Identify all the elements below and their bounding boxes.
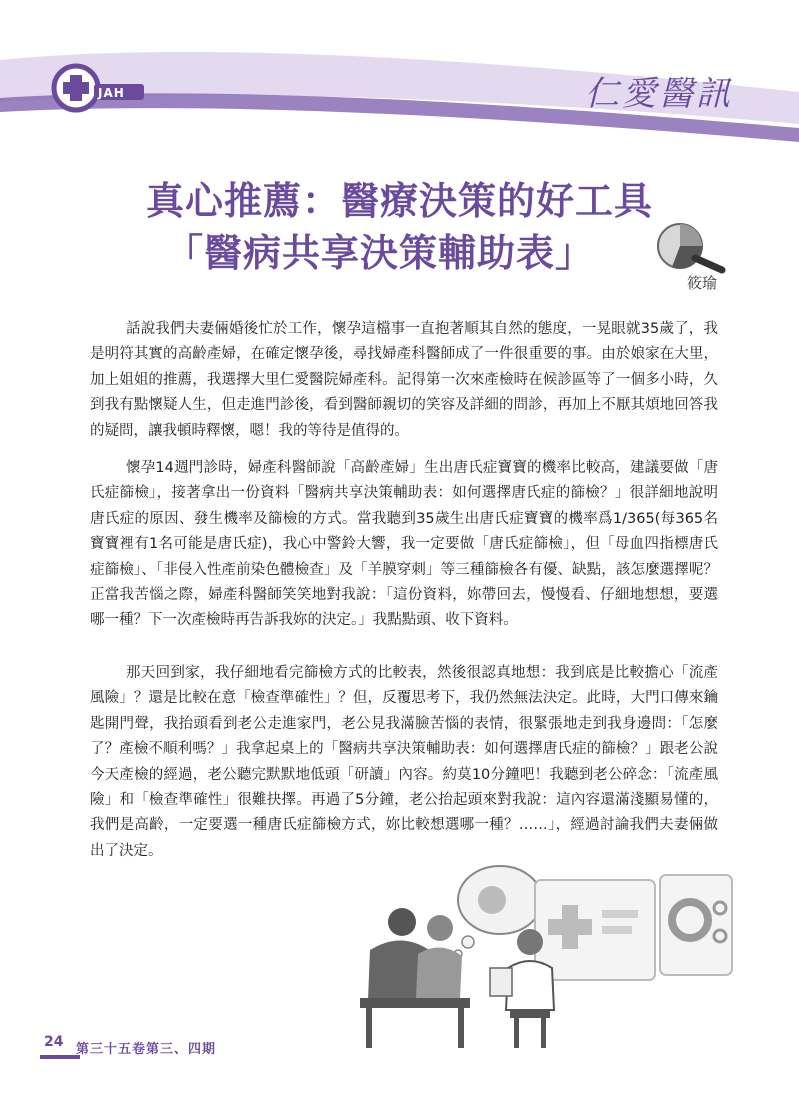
paragraph-1: 話說我們夫妻倆婚後忙於工作，懷孕這檔事一直抱著順其自然的態度，一晃眼就35歲了，我是明符其實的高齡產婦，在確定懷孕後，尋找婦產科醫師成了一件很重要的事。由於娘家在大里，加上姐姐的推薦，我選擇大里仁愛醫院婦產科。記得第一次來產檢時在候診區等了一個多小時，久到我有點懷疑人生，但走進門診後，看到醫師親切的笑容及詳細的問診，再加上不厭其煩地回答我的疑問，讓我頓時釋懷，嗯！我的等待是值得的。 <box>90 321 718 439</box>
page-number: 24 <box>44 1034 64 1050</box>
article-title-line1: 真心推薦：醫療決策的好工具 <box>145 179 653 223</box>
paragraph-3: 那天回到家，我仔細地看完篩檢方式的比較表，然後很認真地想：我到底是比較擔心「流產風險」？還是比較在意「檢查準確性」？但，反覆思考下，我仍然無法決定。此時，大門口傳來鑰匙開門聲，我抬頭看到老公走進家門，老公見我滿臉苦惱的表情，很緊張地走到我身邊問：「怎麼了？產檢不順利嗎？」我拿起桌上的「醫病共享決策輔助表：如何選擇唐氏症的篩檢？」跟老公說今天產檢的經過，老公聽完默默地低頭「研讀」內容。約莫10分鐘吧！我聽到老公碎念：「流產風險」和「檢查準確性」很難抉擇。再過了5分鐘，老公抬起頭來對我說：這內容還滿淺顯易懂的，我們是高齡，一定要選一種唐氏症篩檢方式，妳比較想選哪一種？……」，經過討論我們夫妻倆做出了決定。 <box>90 665 718 859</box>
logo-text: JAH <box>98 86 125 100</box>
magazine-title: 仁愛醫訊 <box>585 74 733 114</box>
paragraph-2: 懷孕14週門診時，婦產科醫師說「高齡產婦」生出唐氏症寶寶的機率比較高，建議要做「唐氏症篩檢」，接著拿出一份資料「醫病共享決策輔助表：如何選擇唐氏症的篩檢？」很詳細地說明唐氏症的原因、發生機率及篩檢的方式。當我聽到35歲生出唐氏症寶寶的機率爲1/365(每365名寶寶裡有1名可能是唐氏症)，我心中警鈴大響，我一定要做「唐氏症篩檢」，但「母血四指標唐氏症篩檢」、「非侵入性產前染色體檢查」及「羊膜穿刺」等三種篩檢各有優、缺點，該怎麼選擇呢？正當我苦惱之際，婦產科醫師笑笑地對我說：「這份資料，妳帶回去，慢慢看、仔細地想想，要選哪一種？下一次產檢時再告訴我妳的決定。」我點點頭、收下資料。 <box>90 460 718 629</box>
author-name: 筱瑜 <box>686 274 717 292</box>
footer-accent-line <box>40 1055 80 1059</box>
magnifier-pie-chart-icon <box>650 218 730 274</box>
consultation-illustration <box>340 860 740 1050</box>
article-title-line2: 「醫病共享決策輔助表」 <box>164 231 594 275</box>
issue-label: 第三十五卷第三、四期 <box>76 1042 217 1057</box>
